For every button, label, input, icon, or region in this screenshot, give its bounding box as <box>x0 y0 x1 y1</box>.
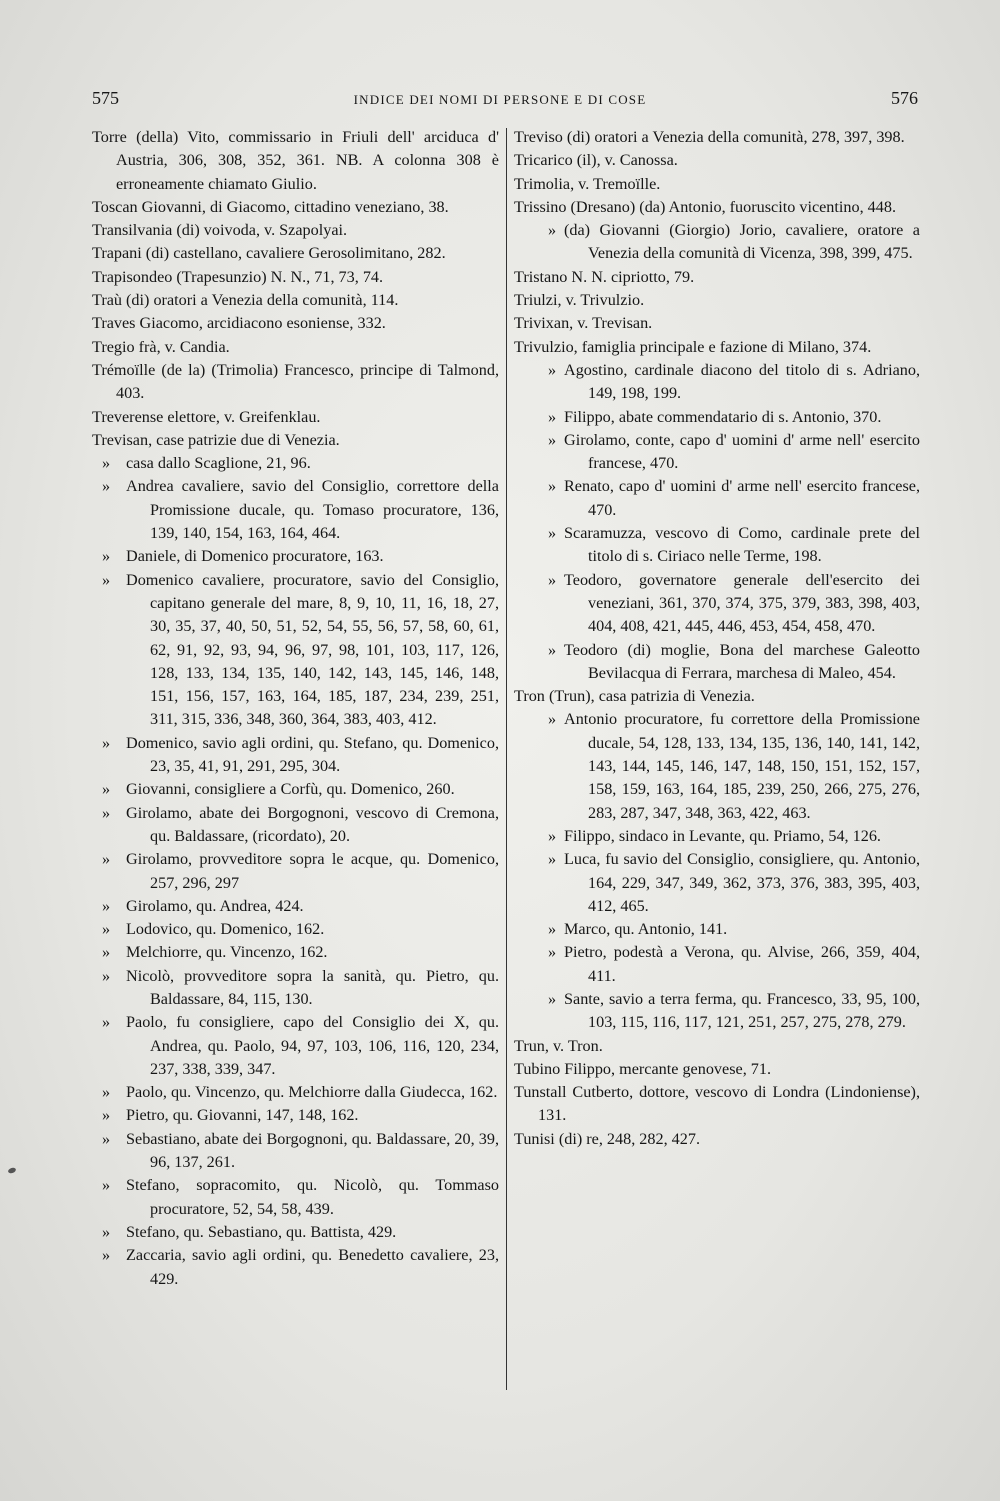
subentry-text: Pietro, podestà a Verona, qu. Alvise, 266, 359, 404, 411. <box>564 943 920 985</box>
ditto-mark: » <box>102 1013 111 1032</box>
ditto-mark: » <box>102 1083 111 1102</box>
index-subentry <box>514 848 920 918</box>
index-subentry <box>92 569 499 732</box>
index-column-left <box>92 126 499 1291</box>
subentry-text: Marco, qu. Antonio, 141. <box>564 920 728 939</box>
ditto-mark: » <box>102 477 111 496</box>
index-subentry <box>92 1011 499 1081</box>
ditto-mark: » <box>102 733 111 752</box>
index-subentry <box>92 802 499 849</box>
ditto-mark: » <box>548 920 557 939</box>
ditto-mark: » <box>548 570 557 589</box>
index-entry: Transilvania (di) voivoda, v. Szapolyai. <box>92 221 348 240</box>
index-subentry <box>514 406 920 429</box>
index-subentry <box>92 1081 499 1104</box>
subentry-text: Sante, savio a terra ferma, qu. Francesco, 33, 95, 100, 103, 115, 116, 117, 121, 251, 257, 275, 278, 279. <box>564 989 920 1032</box>
ditto-mark: » <box>548 943 557 962</box>
subentry-text: Giovanni, consigliere a Corfù, qu. Domenico, 260. <box>126 780 455 799</box>
page-number-left: 575 <box>92 88 119 108</box>
index-entry: Treverense elettore, v. Greifenklau. <box>92 407 321 426</box>
subentry-text: Teodoro, governatore generale dell'esercito dei veneziani, 361, 370, 374, 375, 379, 383, 398, 403, 404, 408, 421, 445, 446, 453, 454, 458, 470. <box>564 570 920 636</box>
ditto-mark: » <box>548 850 557 869</box>
ditto-mark: » <box>102 1222 111 1241</box>
index-subentry <box>92 475 499 545</box>
subentry-text: Antonio procuratore, fu correttore della Promissione ducale, 54, 128, 133, 134, 135, 136, 140, 141, 142, 143, 144, 145, 146, 147, 148, 150, 151, 152, 157, 158, 159, 163, 164, 185, 239, 250, 266, 275, 276, 283, 287, 347, 348, 363, 422, 463. <box>564 710 920 822</box>
index-entry: Tregio frà, v. Candia. <box>92 337 230 356</box>
ditto-mark: » <box>102 1246 111 1265</box>
index-entry: Toscan Giovanni, di Giacomo, cittadino veneziano, 38. <box>92 197 449 216</box>
index-subentry <box>92 895 499 918</box>
subentry-text: Paolo, qu. Vincenzo, qu. Melchiorre dalla Giudecca, 162. <box>126 1083 498 1102</box>
subentry-text: Luca, fu savio del Consiglio, consigliere, qu. Antonio, 164, 229, 347, 349, 362, 373, 376, 383, 395, 403, 412, 465. <box>564 850 920 915</box>
index-subentry <box>92 732 499 779</box>
subentry-text: Melchiorre, qu. Vincenzo, 162. <box>126 943 328 962</box>
index-entry: Treviso (di) oratori a Venezia della comunità, 278, 397, 398. <box>514 128 905 146</box>
subentry-text: Agostino, cardinale diacono del titolo di s. Adriano, 149, 198, 199. <box>564 360 920 403</box>
subentry-text: Girolamo, conte, capo d' uomini d' arme nell' esercito francese, 470. <box>564 430 920 473</box>
subentry-text: casa dallo Scaglione, 21, 96. <box>126 454 311 473</box>
index-entry: Tunisi (di) re, 248, 282, 427. <box>514 1129 701 1148</box>
index-entry: Triulzi, v. Trivulzio. <box>514 291 645 310</box>
index-entry: Tricarico (il), v. Canossa. <box>514 151 678 170</box>
ditto-mark: » <box>548 640 557 659</box>
ditto-mark: » <box>548 710 557 729</box>
page-number-right: 576 <box>891 88 918 108</box>
ditto-mark: » <box>548 826 557 845</box>
ditto-mark: » <box>102 547 111 566</box>
index-entry: Trimolia, v. Tremoïlle. <box>514 174 661 193</box>
subentry-text: Domenico, savio agli ordini, qu. Stefano, qu. Domenico, 23, 35, 41, 91, 291, 295, 304. <box>126 733 499 776</box>
ink-smudge <box>7 1167 16 1174</box>
subentry-text: Stefano, sopracomito, qu. Nicolò, qu. Tommaso procuratore, 52, 54, 58, 439. <box>126 1176 499 1218</box>
subentry-text: Filippo, sindaco in Levante, qu. Priamo, 54, 126. <box>564 826 881 845</box>
subentry-text: Filippo, abate commendatario di s. Antonio, 370. <box>564 407 882 426</box>
index-entry: Trémoïlle (de la) (Trimolia) Francesco, principe di Talmond, 403. <box>92 360 499 403</box>
index-subentry <box>514 918 920 941</box>
index-entry: Trivulzio, famiglia principale e fazione di Milano, 374. <box>514 337 872 356</box>
subentry-text: (da) Giovanni (Giorgio) Jorio, cavaliere, oratore a Venezia della comunità di Vicenza, 398, 399, 475. <box>564 221 920 263</box>
index-entry: Trapisondeo (Trapesunzio) N. N., 71, 73, 74. <box>92 267 384 286</box>
index-subentry <box>92 918 499 941</box>
column-divider <box>506 128 507 1390</box>
ditto-mark: » <box>102 920 111 939</box>
ditto-mark: » <box>548 477 557 496</box>
index-subentry <box>514 988 920 1035</box>
ditto-mark: » <box>102 850 111 869</box>
ditto-mark: » <box>102 943 111 962</box>
index-entry: Traù (di) oratori a Venezia della comunità, 114. <box>92 291 399 310</box>
running-title: INDICE DEI NOMI DI PERSONE E DI COSE <box>353 92 647 107</box>
index-subentry <box>514 941 920 988</box>
index-entry: Trissino (Dresano) (da) Antonio, fuoruscito vicentino, 448. <box>514 197 897 216</box>
index-entry: Tristano N. N. cipriotto, 79. <box>514 267 695 286</box>
ditto-mark: » <box>102 1129 111 1148</box>
subentry-text: Zaccaria, savio agli ordini, qu. Benedetto cavaliere, 23, 429. <box>126 1246 499 1288</box>
subentry-text: Girolamo, abate dei Borgognoni, vescovo di Cremona, qu. Baldassare, (ricordato), 20. <box>126 803 499 845</box>
index-entry: Traves Giacomo, arcidiacono esoniense, 332. <box>92 314 386 333</box>
index-entry: Torre (della) Vito, commissario in Friuli dell' arciduca d' Austria, 306, 308, 352, 361. NB. A colonna 308 è erroneamente chiamato Giulio. <box>92 128 499 193</box>
subentry-text: Paolo, fu consigliere, capo del Consiglio dei X, qu. Andrea, qu. Paolo, 94, 97, 103, 106, 116, 120, 234, 237, 338, 339, 347. <box>126 1013 499 1078</box>
index-entry: Tubino Filippo, mercante genovese, 71. <box>514 1059 772 1078</box>
ditto-mark: » <box>548 430 557 449</box>
subentry-text: Renato, capo d' uomini d' arme nell' esercito francese, 470. <box>564 477 920 519</box>
page-header <box>0 88 1000 112</box>
subentry-text: Scaramuzza, vescovo di Como, cardinale prete del titolo di s. Ciriaco nelle Terme, 198. <box>564 524 920 566</box>
index-subentry <box>92 1174 499 1221</box>
index-entry: Tunstall Cutberto, dottore, vescovo di Londra (Lindoniense), 131. <box>514 1083 920 1125</box>
index-entry: Trivixan, v. Trevisan. <box>514 314 653 333</box>
index-subentry <box>514 569 920 639</box>
index-subentry <box>92 941 499 964</box>
ditto-mark: » <box>102 803 111 822</box>
index-entry: Trevisan, case patrizie due di Venezia. <box>92 430 340 449</box>
subentry-text: Girolamo, qu. Andrea, 424. <box>126 896 304 915</box>
index-subentry <box>514 708 920 824</box>
index-subentry <box>92 1244 499 1291</box>
subentry-text: Daniele, di Domenico procuratore, 163. <box>126 547 384 566</box>
subentry-text: Girolamo, provveditore sopra le acque, qu. Domenico, 257, 296, 297 <box>126 850 499 892</box>
index-subentry <box>92 778 499 801</box>
ditto-mark: » <box>548 360 557 379</box>
ditto-mark: » <box>102 966 111 985</box>
ditto-mark: » <box>102 896 111 915</box>
subentry-text: Sebastiano, abate dei Borgognoni, qu. Baldassare, 20, 39, 96, 137, 261. <box>126 1129 499 1172</box>
subentry-text: Stefano, qu. Sebastiano, qu. Battista, 429. <box>126 1222 397 1241</box>
subentry-text: Nicolò, provveditore sopra la sanità, qu. Pietro, qu. Baldassare, 84, 115, 130. <box>126 966 499 1008</box>
index-entry: Trun, v. Tron. <box>514 1036 603 1055</box>
ditto-mark: » <box>102 570 111 589</box>
ditto-mark: » <box>548 989 557 1008</box>
ditto-mark: » <box>548 524 557 543</box>
ditto-mark: » <box>102 1176 111 1195</box>
index-subentry <box>92 1104 499 1127</box>
ditto-mark: » <box>548 407 557 426</box>
subentry-text: Teodoro (di) moglie, Bona del marchese Galeotto Bevilacqua di Ferrara, marchesa di Maleo, 454. <box>564 640 920 682</box>
index-subentry <box>92 1128 499 1175</box>
index-entry: Tron (Trun), casa patrizia di Venezia. <box>514 687 755 706</box>
index-subentry <box>514 429 920 476</box>
index-subentry <box>92 965 499 1012</box>
index-subentry <box>514 639 920 686</box>
index-subentry <box>92 452 499 475</box>
subentry-text: Andrea cavaliere, savio del Consiglio, correttore della Promissione ducale, qu. Tomaso procuratore, 136, 139, 140, 154, 163, 164, 464. <box>126 477 499 543</box>
index-column-right <box>514 126 920 1151</box>
subentry-text: Domenico cavaliere, procuratore, savio del Consiglio, capitano generale del mare, 8, 9, 10, 11, 16, 18, 27, 30, 35, 37, 40, 50, 51, 52, 54, 55, 56, 57, 58, 60, 61, 62, 91, 92, 93, 94, 96, 97, 98, 101, 103, 117, 126, 128, 133, 134, 135, 140, 142, 143, 145, 146, 148, 151, 156, 157, 163, 164, 185, 187, 234, 239, 251, 311, 315, 336, 348, 360, 364, 383, 403, 412. <box>126 570 499 729</box>
ditto-mark: » <box>548 221 557 240</box>
index-entry: Trapani (di) castellano, cavaliere Gerosolimitano, 282. <box>92 244 446 263</box>
ditto-mark: » <box>102 780 111 799</box>
index-subentry <box>514 522 920 569</box>
index-subentry <box>92 848 499 895</box>
index-subentry <box>514 475 920 522</box>
index-subentry <box>92 545 499 568</box>
index-subentry <box>514 219 920 266</box>
index-subentry <box>514 825 920 848</box>
index-subentry <box>92 1221 499 1244</box>
ditto-mark: » <box>102 454 111 473</box>
subentry-text: Lodovico, qu. Domenico, 162. <box>126 920 325 939</box>
ditto-mark: » <box>102 1106 111 1125</box>
index-subentry <box>514 359 920 406</box>
subentry-text: Pietro, qu. Giovanni, 147, 148, 162. <box>126 1106 359 1125</box>
